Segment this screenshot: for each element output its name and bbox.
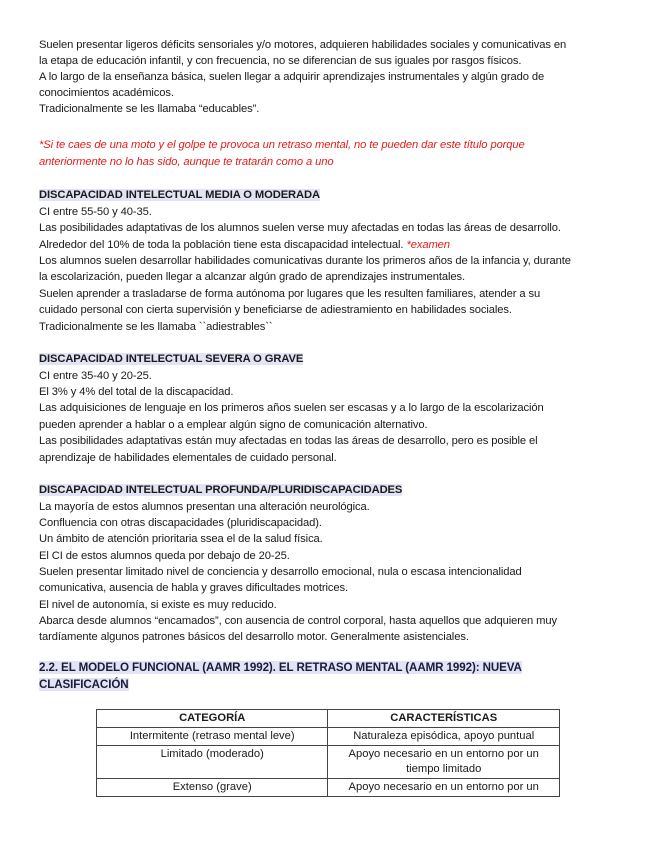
table-row — [97, 728, 560, 746]
paragraph-line: Suelen presentar limitado nivel de conciencia y desarrollo emocional, nula o escasa intencionalidad — [39, 566, 522, 578]
paragraph-line: CI entre 55-50 y 40-35. — [39, 206, 152, 218]
paragraph-line: Los alumnos suelen desarrollar habilidades comunicativas durante los primeros años de la infancia y, durante — [39, 255, 571, 267]
table-row — [97, 746, 560, 779]
paragraph-line: Abarca desde alumnos “encamados”, con ausencia de control corporal, hasta aquellos que adquieren muy — [39, 615, 557, 627]
paragraph-line: El 3% y 4% del total de la discapacidad. — [39, 386, 234, 398]
paragraph-line: aprendizaje de habilidades elementales de cuidado personal. — [39, 452, 337, 464]
paragraph-line: Las posibilidades adaptativas están muy afectadas en todas las áreas de desarrollo, pero es posible el — [39, 435, 538, 447]
paragraph-line: El CI de estos alumnos queda por debajo de 20-25. — [39, 550, 290, 562]
subsection-heading-text: 2.2. EL MODELO FUNCIONAL (AAMR 1992). EL RETRASO MENTAL (AAMR 1992): NUEVA — [39, 661, 522, 674]
section-heading — [39, 188, 320, 202]
section-heading — [39, 483, 402, 497]
paragraph-line: Confluencia con otras discapacidades (pluridiscapacidad). — [39, 517, 322, 529]
paragraph-line: comunicativa, ausencia de habla y graves dificultades motrices. — [39, 582, 348, 594]
table-header-row — [97, 710, 560, 728]
table-cell: Apoyo necesario en un entorno por un — [328, 779, 560, 797]
paragraph-line: Las adquisiciones de lenguaje en los primeros años suelen ser escasas y a lo largo de la escolarización — [39, 402, 544, 414]
table-cell: Limitado (moderado) — [97, 746, 328, 779]
paragraph-line: El nivel de autonomía, si existe es muy reducido. — [39, 599, 277, 611]
paragraph-line: tardíamente algunos patrones básicos del desarrollo motor. Generalmente asistenciales. — [39, 631, 469, 643]
table-row — [97, 779, 560, 797]
paragraph-line — [39, 238, 450, 252]
paragraph-line: La mayoría de estos alumnos presentan una alteración neurológica. — [39, 501, 370, 513]
paragraph-line: pueden aprender a hablar o a emplear algún signo de comunicación alternativo. — [39, 419, 428, 431]
paragraph-line: Tradicionalmente se les llamaba ``adiestrables`` — [39, 321, 273, 333]
paragraph-line: la etapa de educación infantil, y con frecuencia, no se diferencian de sus iguales por rasgos físicos. — [39, 55, 522, 67]
table-cell: Extenso (grave) — [97, 779, 328, 797]
paragraph-line: la escolarización, pueden llegar a alcanzar algún grado de aprendizajes instrumentales. — [39, 271, 466, 283]
paragraph-line: CI entre 35-40 y 20-25. — [39, 370, 152, 382]
exam-note: *examen — [406, 239, 450, 251]
table-cell: Intermitente (retraso mental leve) — [97, 728, 328, 746]
table-cell: Apoyo necesario en un entorno por un tiempo limitado — [328, 746, 560, 779]
table-header-characteristics: CARACTERÍSTICAS — [328, 710, 560, 728]
note-line: anteriormente no lo has sido, aunque te tratarán como a uno — [39, 156, 334, 168]
subsection-heading — [39, 678, 129, 692]
paragraph-line: Tradicionalmente se les llamaba “educables”. — [39, 103, 260, 115]
section-heading-text: DISCAPACIDAD INTELECTUAL PROFUNDA/PLURIDISCAPACIDADES — [39, 484, 403, 496]
paragraph-line: Suelen aprender a trasladarse de forma autónoma por lugares que les resulten familiares, atender a su — [39, 288, 541, 300]
paragraph-line: Las posibilidades adaptativas de los alumnos suelen verse muy afectadas en todas las áreas de desarrollo. — [39, 222, 561, 234]
section-heading-text: DISCAPACIDAD INTELECTUAL MEDIA O MODERADA — [39, 189, 320, 201]
section-heading — [39, 352, 303, 366]
section-heading-text: DISCAPACIDAD INTELECTUAL SEVERA O GRAVE — [39, 353, 304, 365]
subsection-heading-text: CLASIFICACIÓN — [39, 678, 129, 691]
paragraph-line: Un ámbito de atención prioritaria ssea el de la salud física. — [39, 533, 323, 545]
paragraph-line: conocimientos académicos. — [39, 87, 174, 99]
paragraph-text: Alrededor del 10% de toda la población tiene esta discapacidad intelectual. — [39, 239, 404, 251]
classification-table — [96, 709, 560, 797]
table-header-category: CATEGORÍA — [97, 710, 328, 728]
table-cell: Naturaleza episódica, apoyo puntual — [328, 728, 560, 746]
paragraph-line: cuidado personal con cierta supervisión y beneficiarse de adiestramiento en habilidades sociales. — [39, 304, 512, 316]
paragraph-line: Suelen presentar ligeros déficits sensoriales y/o motores, adquieren habilidades sociales y comunicativas en — [39, 39, 567, 51]
paragraph-line: A lo largo de la enseñanza básica, suelen llegar a adquirir aprendizajes instrumentales y algún grado de — [39, 71, 545, 83]
note-line: *Si te caes de una moto y el golpe te provoca un retraso mental, no te pueden dar este título porque — [39, 139, 525, 151]
subsection-heading — [39, 661, 522, 675]
